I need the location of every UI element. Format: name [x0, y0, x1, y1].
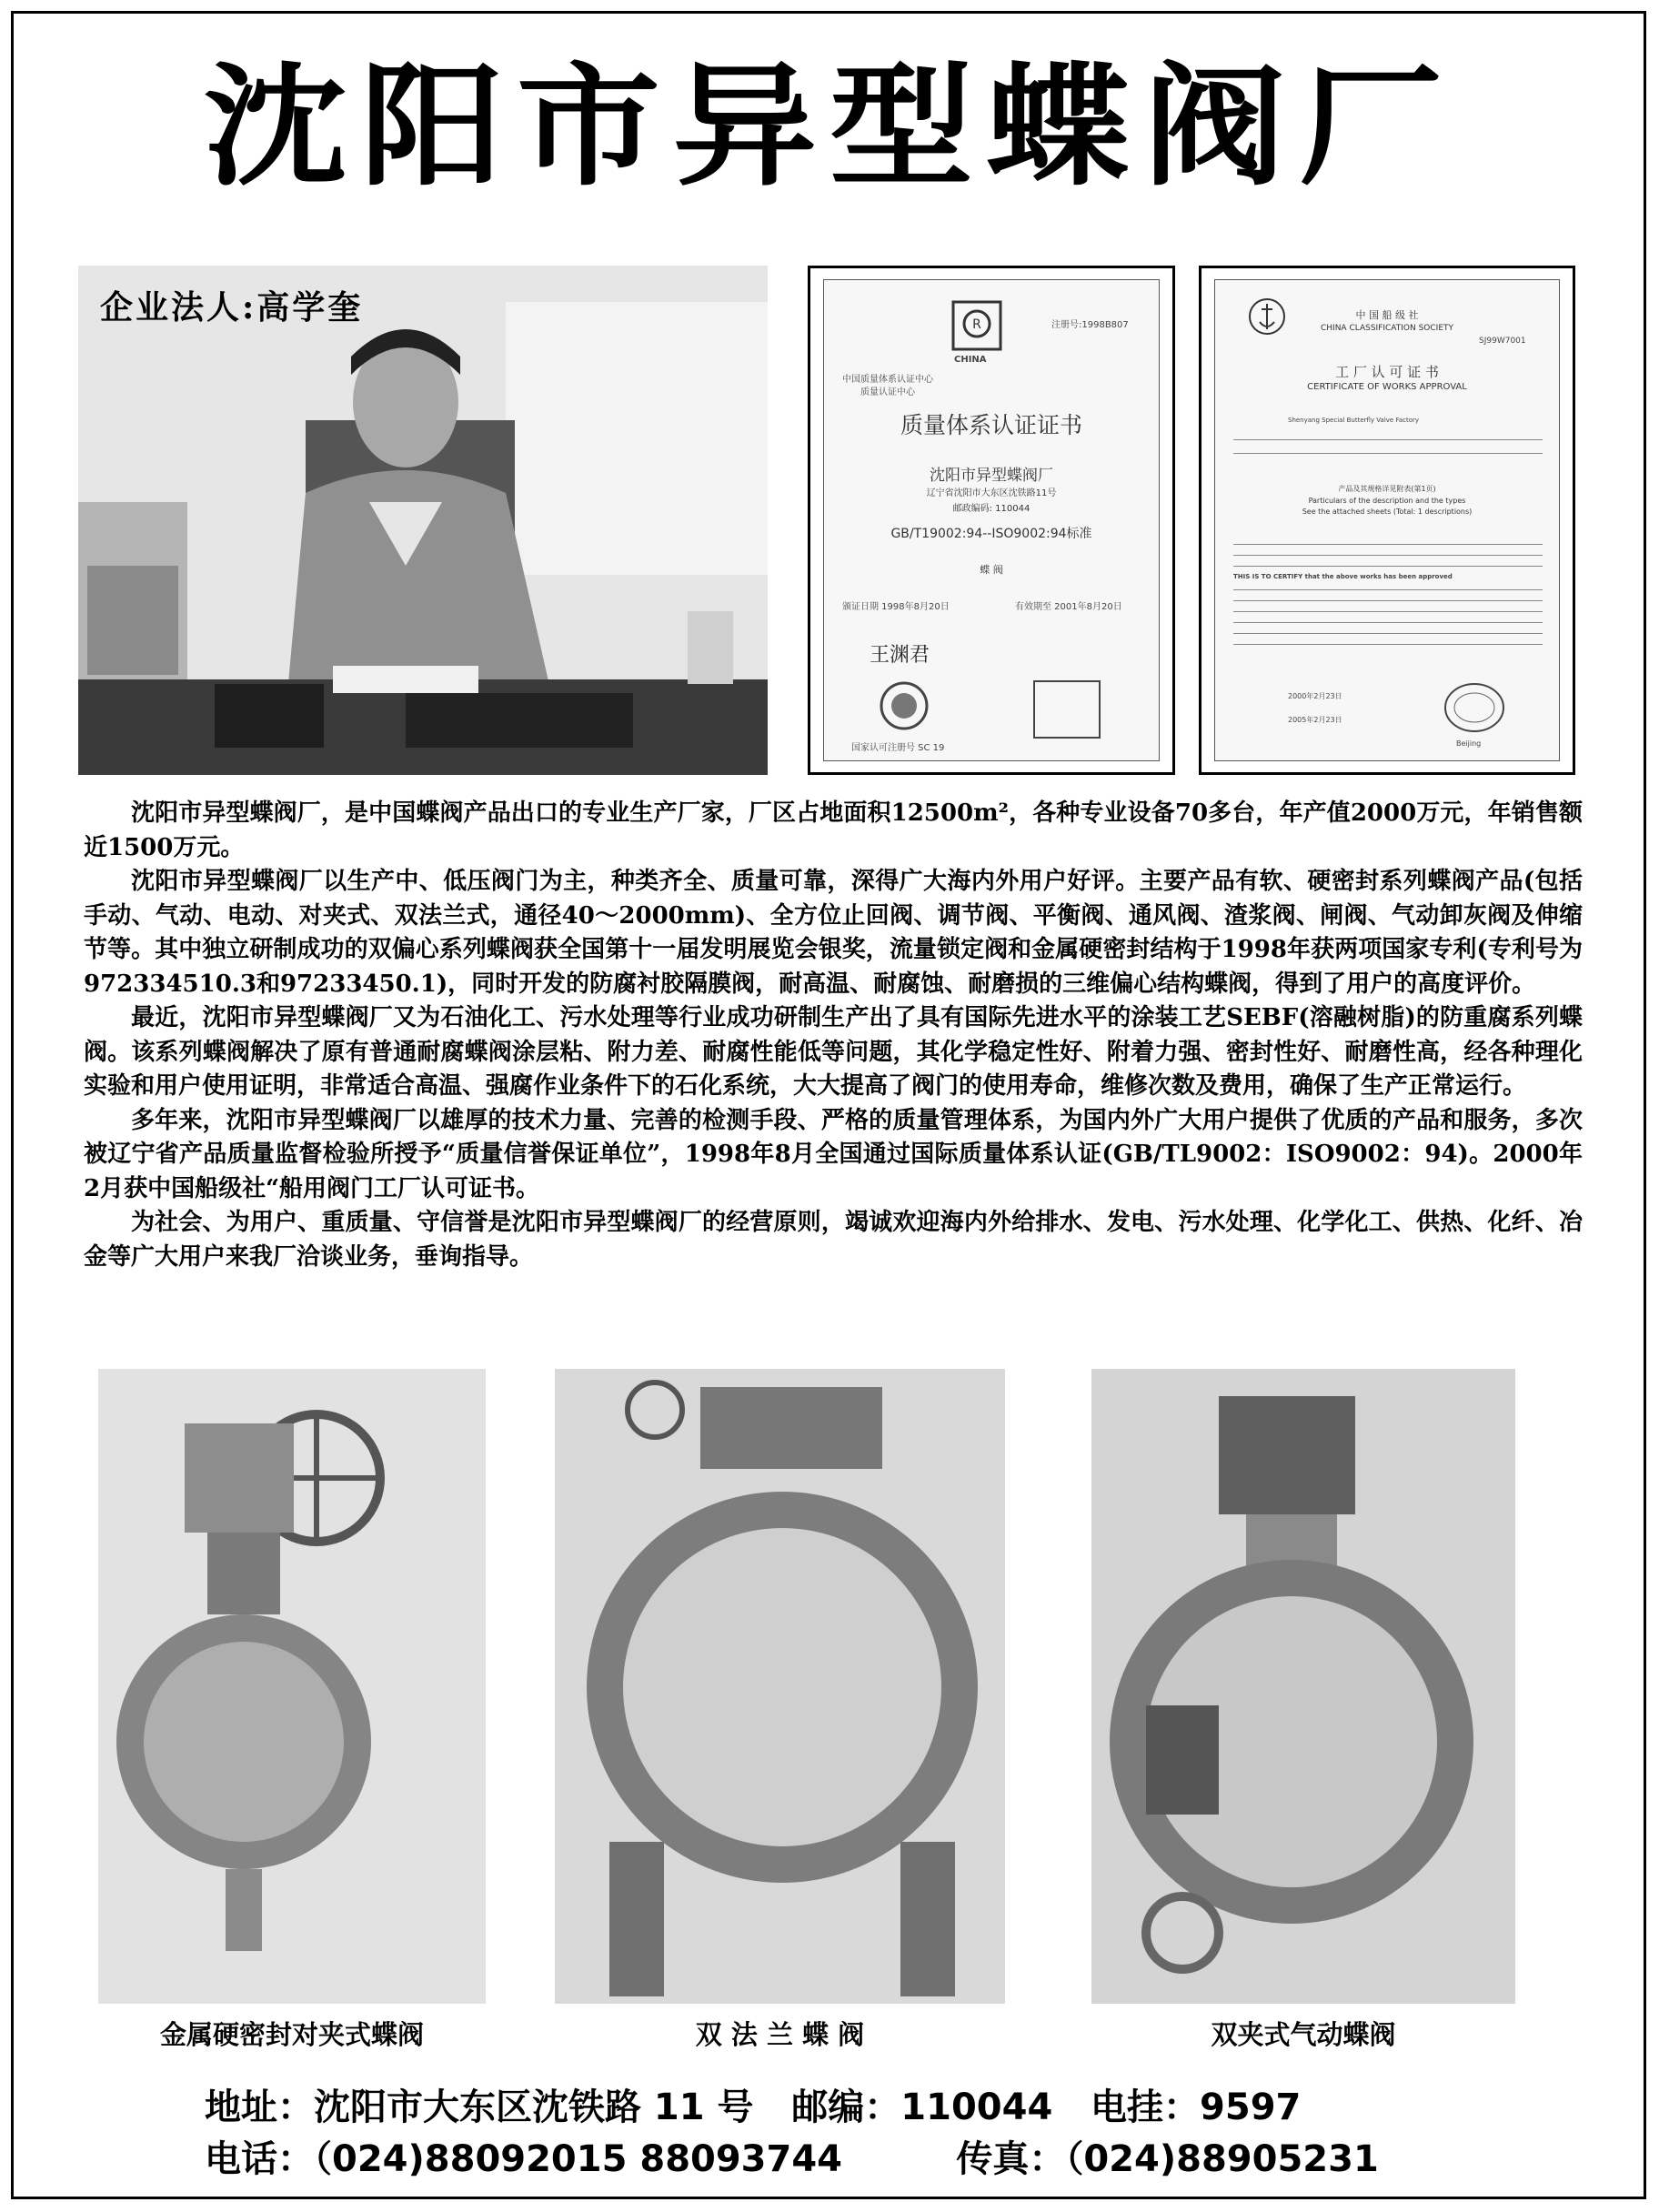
- caption-double-flange-valve: 双 法 兰 蝶 阀: [695, 2019, 865, 2050]
- quality-certificate: [808, 266, 1175, 775]
- cert1-expire-date: 有效期至 2001年8月20日: [1015, 602, 1122, 612]
- cert1-footer: 国家认可注册号 SC 19: [851, 743, 945, 753]
- cert1-number: 注册号:1998B807: [1051, 320, 1129, 330]
- cert2-attached: See the attached sheets (Total: 1 descriptions): [1302, 508, 1473, 516]
- cert2-title-en: CERTIFICATE OF WORKS APPROVAL: [1307, 382, 1467, 392]
- cert2-title-cn: 工 厂 认 可 证 书: [1335, 364, 1439, 380]
- cert1-standard: GB/T19002:94--ISO9002:94标准: [890, 527, 1092, 541]
- paragraph: 为社会、为用户、重质量、守信誉是沈阳市异型蝶阀厂的经营原则，竭诚欢迎海内外给排水、发电、污水处理、化学化工、供热、化纤、冶金等广大用户来我厂洽谈业务，垂询指导。: [84, 1209, 1583, 1271]
- cert2-number: SJ99W7001: [1479, 337, 1526, 346]
- cert1-logo-text: CHINA: [954, 355, 987, 365]
- svg-text:R: R: [972, 317, 981, 332]
- cert1-address: 辽宁省沈阳市大东区沈铁路11号: [926, 488, 1057, 498]
- cert2-particulars-cn: 产品及其规格详见附表(第1页): [1338, 485, 1436, 493]
- works-approval-certificate: [1199, 266, 1575, 775]
- caption-wafer-valve: 金属硬密封对夹式蝶阀: [159, 2019, 424, 2050]
- cert1-issue-date: 颁证日期 1998年8月20日: [842, 602, 950, 612]
- stamp-icon: [1443, 680, 1506, 735]
- cert2-valid: 2005年2月23日: [1288, 716, 1342, 724]
- cert1-issuer: 中国质量体系认证中心: [842, 375, 933, 385]
- cqc-logo-icon: [951, 300, 1002, 351]
- cert1-postcode: 邮政编码: 110044: [952, 504, 1031, 514]
- cert1-product: 蝶 阀: [980, 564, 1003, 576]
- cert1-issuer-sub: 质量认证中心: [860, 387, 915, 397]
- contact-address: 地址：沈阳市大东区沈铁路 11 号 邮编：110044 电挂：9597: [205, 2086, 1302, 2128]
- paragraph: 沈阳市异型蝶阀厂，是中国蝶阀产品出口的专业生产厂家，厂区占地面积12500m²，各种专业设备70多台，年产值2000万元，年销售额近1500万元。: [84, 799, 1583, 861]
- cert2-place: Beijing: [1456, 739, 1482, 748]
- cert1-title: 质量体系认证证书: [900, 412, 1082, 438]
- cert1-signature: 王渊君: [870, 644, 930, 667]
- cert2-org-en: CHINA CLASSIFICATION SOCIETY: [1320, 324, 1454, 333]
- product-photo-double-flange-valve: [555, 1369, 1005, 2004]
- paragraph: 最近，沈阳市异型蝶阀厂又为石油化工、污水处理等行业成功研制生产出了具有国际先进水平的涂装工艺SEBF(溶融树脂)的防重腐系列蝶阀。该系列蝶阀解决了原有普通耐腐蝶阀涂层粘、附力差、耐腐性能低等问题，其化学稳定性好、附着力强、密封性好、耐磨性高，经各种理化实验和用户使用证明，非常适合高温、强腐作业条件下的石化系统，大大提高了阀门的使用寿命，维修次数及费用，确保了生产正常运行。: [84, 1004, 1583, 1100]
- cert2-particulars-en: Particulars of the description and the types: [1308, 497, 1466, 505]
- cert2-company: Shenyang Special Butterfly Valve Factory: [1288, 417, 1420, 424]
- caption-pneumatic-valve: 双夹式气动蝶阀: [1211, 2019, 1396, 2050]
- product-photo-wafer-valve: [98, 1369, 486, 2004]
- cert1-company: 沈阳市异型蝶阀厂: [930, 467, 1053, 485]
- seal-icon: [879, 680, 930, 731]
- contact-phone: 电话：（024)88092015 88093744 传真：（024)88905231: [205, 2138, 1379, 2180]
- company-description: [84, 797, 1583, 1274]
- director-photo: [78, 266, 768, 775]
- paragraph: 多年来，沈阳市异型蝶阀厂以雄厚的技术力量、完善的检测手段、严格的质量管理体系，为国内外广大用户提供了优质的产品和服务，多次被辽宁省产品质量监督检验所授予“质量信誉保证单位”，1998年8月全国通过国际质量体系认证(GB/TL9002：ISO9002：94)。2000年2月获中国船级社“船用阀门工厂认可证书。: [84, 1106, 1583, 1202]
- legal-representative: 企业法人:高学奎: [100, 288, 364, 327]
- accreditation-mark: [1033, 680, 1101, 739]
- cert2-org-cn: 中 国 船 级 社: [1355, 309, 1419, 321]
- paragraph: 沈阳市异型蝶阀厂以生产中、低压阀门为主，种类齐全、质量可靠，深得广大海内外用户好评。主要产品有软、硬密封系列蝶阀产品(包括手动、气动、电动、对夹式、双法兰式，通径40～2000mm)、全方位止回阀、调节阀、平衡阀、通风阀、渣浆阀、闸阀、气动卸灰阀及伸缩节等。其中独立研制成功的双偏心系列蝶阀获全国第十一届发明展览会银奖，流量锁定阀和金属硬密封结构于1998年获两项国家专利(专利号为972334510.3和97233450.1)，同时开发的防腐衬胶隔膜阀，耐高温、耐腐蚀、耐磨损的三维偏心结构蝶阀，得到了用户的高度评价。: [84, 868, 1583, 998]
- cert2-certify: THIS IS TO CERTIFY that the above works has been approved: [1233, 573, 1453, 580]
- product-photo-pneumatic-valve: [1091, 1369, 1515, 2004]
- cert2-issued: 2000年2月23日: [1288, 692, 1342, 700]
- company-title: 沈阳市异型蝶阀厂: [204, 50, 1455, 205]
